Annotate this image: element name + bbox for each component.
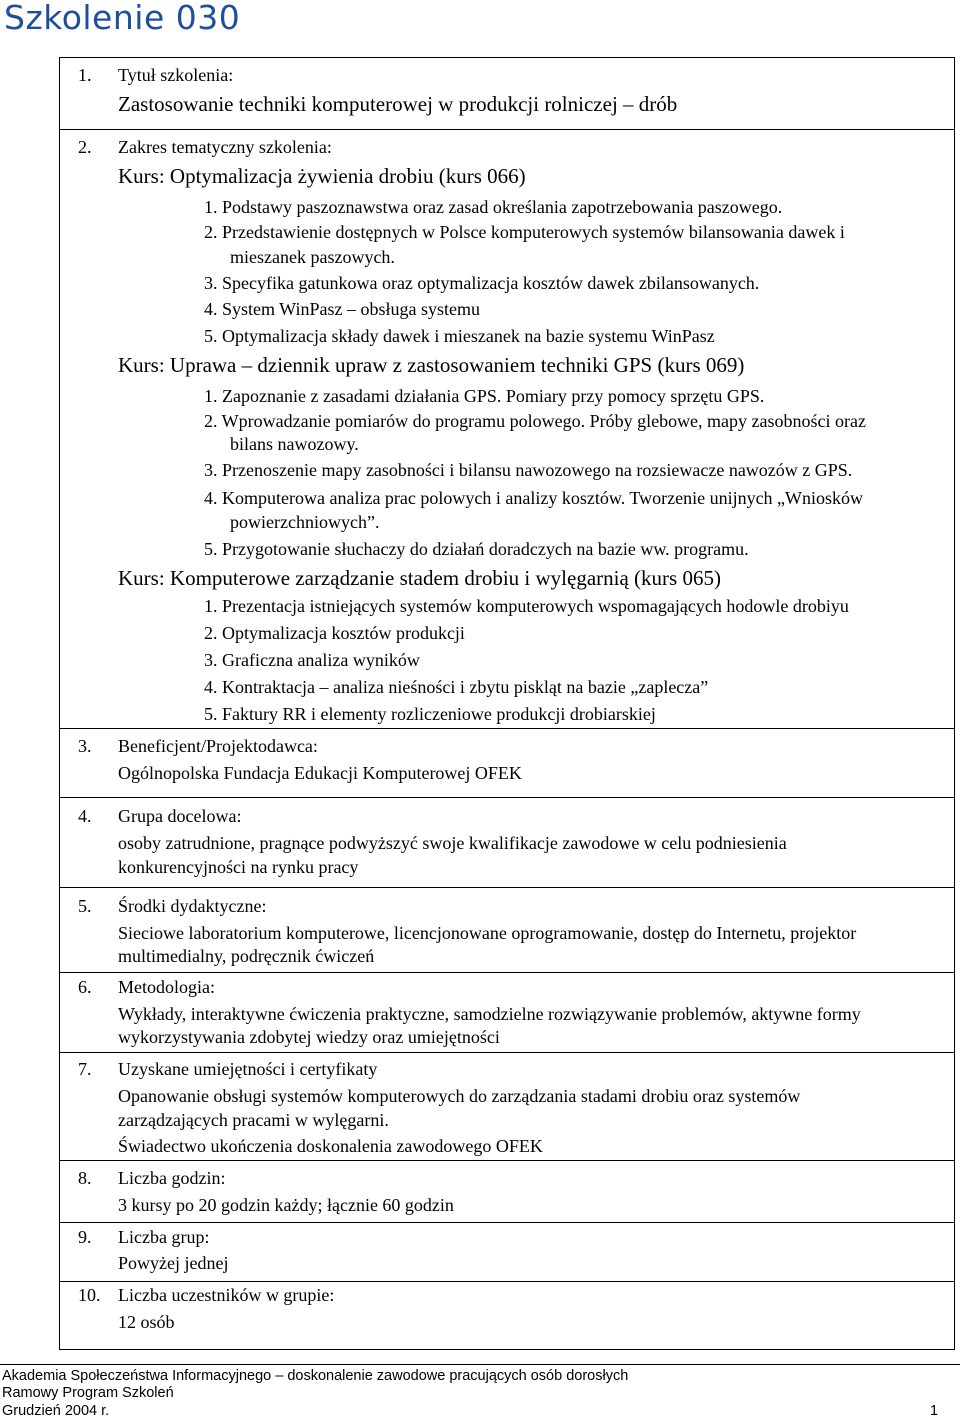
course-item: mieszanek paszowych. bbox=[230, 247, 395, 267]
section-label-groups: Liczba grup: bbox=[118, 1227, 210, 1247]
section-label-scope: Zakres tematyczny szkolenia: bbox=[118, 137, 332, 157]
means-line: Sieciowe laboratorium komputerowe, licencjonowane oprogramowanie, dostęp do Internetu, projektor bbox=[118, 923, 857, 943]
footer-divider bbox=[0, 1364, 960, 1365]
section-number: 5. bbox=[78, 896, 92, 916]
section-label-hours: Liczba godzin: bbox=[118, 1168, 226, 1188]
skills-line: Opanowanie obsługi systemów komputerowych do zarządzania stadami drobiu oraz systemów bbox=[118, 1086, 801, 1106]
section-label-title: Tytuł szkolenia: bbox=[118, 65, 234, 85]
row-divider bbox=[59, 972, 955, 973]
section-number: 1. bbox=[78, 65, 92, 85]
course-title: Kurs: Uprawa – dziennik upraw z zastosowaniem techniki GPS (kurs 069) bbox=[118, 353, 745, 377]
course-title: Kurs: Komputerowe zarządzanie stadem drobiu i wylęgarnią (kurs 065) bbox=[118, 566, 721, 590]
methodology-line: Wykłady, interaktywne ćwiczenia praktyczne, samodzielne rozwiązywanie problemów, aktywne formy bbox=[118, 1004, 861, 1024]
target-group-line: konkurencyjności na rynku pracy bbox=[118, 857, 359, 877]
course-item: 5. Optymalizacja składy dawek i mieszanek na bazie systemu WinPasz bbox=[204, 326, 715, 346]
section-label-means: Środki dydaktyczne: bbox=[118, 896, 267, 916]
row-divider bbox=[59, 728, 955, 729]
means-line: multimedialny, podręcznik ćwiczeń bbox=[118, 946, 375, 966]
groups-value: Powyżej jednej bbox=[118, 1253, 229, 1273]
course-item: 4. System WinPasz – obsługa systemu bbox=[204, 299, 480, 319]
row-divider bbox=[59, 797, 955, 798]
row-divider bbox=[59, 1222, 955, 1223]
methodology-line: wykorzystywania zdobytej wiedzy oraz umiejętności bbox=[118, 1027, 500, 1047]
certificate-line: Świadectwo ukończenia doskonalenia zawodowego OFEK bbox=[118, 1136, 543, 1156]
course-item: 2. Przedstawienie dostępnych w Polsce komputerowych systemów bilansowania dawek i bbox=[204, 222, 845, 242]
page-number: 1 bbox=[930, 1403, 939, 1419]
section-number: 4. bbox=[78, 806, 92, 826]
section-number: 2. bbox=[78, 137, 92, 157]
row-divider bbox=[59, 887, 955, 888]
hours-value: 3 kursy po 20 godzin każdy; łącznie 60 godzin bbox=[118, 1195, 454, 1215]
section-number: 3. bbox=[78, 736, 92, 756]
course-item: 4. Komputerowa analiza prac polowych i analizy kosztów. Tworzenie unijnych „Wniosków bbox=[204, 488, 864, 508]
section-label-participants: Liczba uczestników w grupie: bbox=[118, 1285, 335, 1305]
course-item: bilans nawozowy. bbox=[230, 434, 359, 454]
participants-value: 12 osób bbox=[118, 1312, 175, 1332]
section-number: 9. bbox=[78, 1227, 92, 1247]
section-label-methodology: Metodologia: bbox=[118, 977, 215, 997]
row-divider bbox=[59, 1160, 955, 1161]
course-item: 5. Przygotowanie słuchaczy do działań doradczych na bazie ww. programu. bbox=[204, 539, 749, 559]
section-number: 7. bbox=[78, 1059, 92, 1079]
section-number: 8. bbox=[78, 1168, 92, 1188]
row-divider bbox=[59, 1281, 955, 1282]
beneficiary-value: Ogólnopolska Fundacja Edukacji Komputerowej OFEK bbox=[118, 763, 522, 783]
target-group-line: osoby zatrudnione, pragnące podwyższyć swoje kwalifikacje zawodowe w celu podniesienia bbox=[118, 833, 787, 853]
row-divider bbox=[59, 1052, 955, 1053]
course-item: 1. Zapoznanie z zasadami działania GPS. Pomiary przy pomocy sprzętu GPS. bbox=[204, 386, 765, 406]
course-item: 3. Przenoszenie mapy zasobności i bilansu nawozowego na rozsiewacze nawozów z GPS. bbox=[204, 460, 853, 480]
section-number: 10. bbox=[78, 1285, 101, 1305]
section-label-skills: Uzyskane umiejętności i certyfikaty bbox=[118, 1059, 378, 1079]
course-item: 3. Specyfika gatunkowa oraz optymalizacja kosztów dawek zbilansowanych. bbox=[204, 273, 760, 293]
course-item: 5. Faktury RR i elementy rozliczeniowe produkcji drobiarskiej bbox=[204, 704, 656, 724]
course-item: 3. Graficzna analiza wyników bbox=[204, 650, 420, 670]
course-item: 2. Wprowadzanie pomiarów do programu polowego. Próby glebowe, mapy zasobności oraz bbox=[204, 411, 866, 431]
section-label-beneficiary: Beneficjent/Projektodawca: bbox=[118, 736, 318, 756]
course-item: powierzchniowych”. bbox=[230, 512, 380, 532]
skills-line: zarządzających pracami w wylęgarni. bbox=[118, 1110, 389, 1130]
row-divider bbox=[59, 129, 955, 130]
training-title: Zastosowanie techniki komputerowej w produkcji rolniczej – drób bbox=[118, 92, 678, 116]
footer-program: Ramowy Program Szkoleń bbox=[2, 1385, 174, 1401]
course-item: 1. Podstawy paszoznawstwa oraz zasad określania zapotrzebowania paszowego. bbox=[204, 197, 783, 217]
footer-organization: Akademia Społeczeństwa Informacyjnego – doskonalenie zawodowe pracujących osób dorosłych bbox=[2, 1368, 629, 1384]
page-title: Szkolenie 030 bbox=[4, 0, 241, 37]
course-item: 4. Kontraktacja – analiza nieśności i zbytu piskląt na bazie „zaplecza” bbox=[204, 677, 709, 697]
course-title: Kurs: Optymalizacja żywienia drobiu (kurs 066) bbox=[118, 164, 526, 188]
section-label-target-group: Grupa docelowa: bbox=[118, 806, 242, 826]
footer-date: Grudzień 2004 r. bbox=[2, 1403, 110, 1419]
course-item: 2. Optymalizacja kosztów produkcji bbox=[204, 623, 465, 643]
course-item: 1. Prezentacja istniejących systemów komputerowych wspomagających hodowle drobiyu bbox=[204, 596, 849, 616]
section-number: 6. bbox=[78, 977, 92, 997]
